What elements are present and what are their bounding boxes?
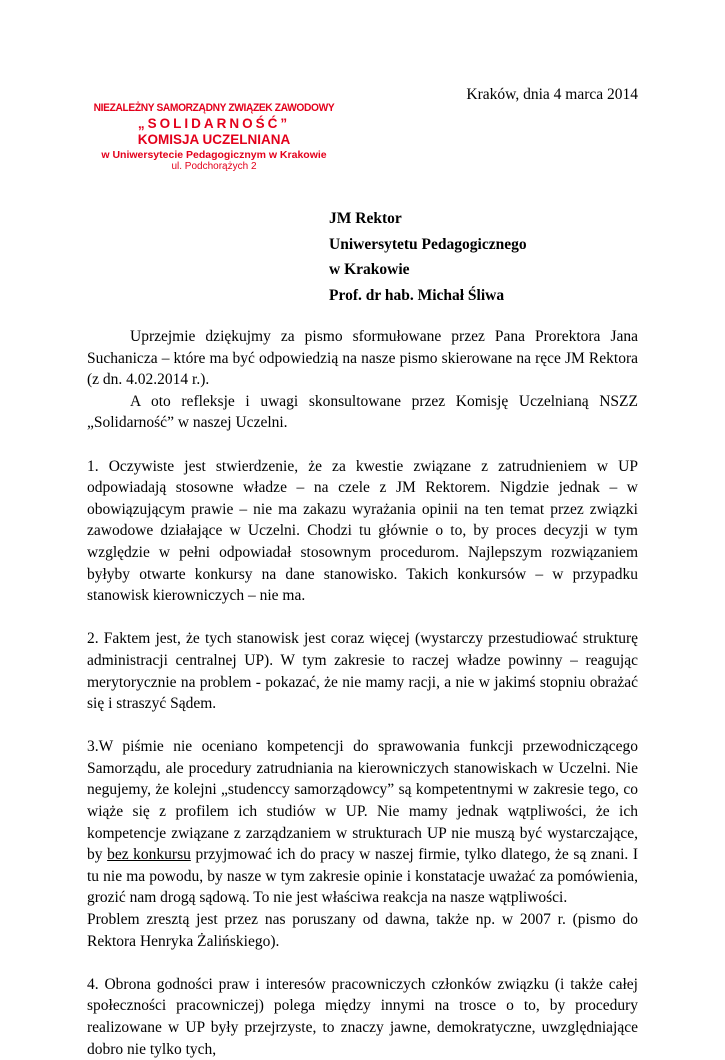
- addressee-title: JM Rektor: [329, 210, 402, 227]
- letterhead-commission: KOMISJA UCZELNIANA: [137, 132, 291, 148]
- paragraph-point-3-part-b: przyjmować ich do pracy w naszej firmie, tylko dlatego, że są znani. I tu nie ma powodu, by nasze w tym zakresie opinie i konstatacje uważać za pomówienia, grozić nam drogą sądową. To nie jest właściwa reakcja na nasze wątpliwości.: [87, 846, 639, 907]
- addressee-block: [329, 206, 527, 308]
- paragraph-history: Problem zresztą jest przez nas poruszany od dawna, także np. w 2007 r. (pismo do Rektora Henryka Żalińskiego).: [87, 911, 638, 950]
- addressee-name: Prof. dr hab. Michał Śliwa: [329, 286, 505, 304]
- letterhead-solidarnosc: „SOLIDARNOŚĆ”: [137, 116, 291, 132]
- paragraph-point-2: 2. Faktem jest, że tych stanowisk jest coraz więcej (wystarczy przestudiować strukturę administracji centralnej UP). W tym zakresie to raczej władze powinny – reagując merytorycznie na problem - pokazać, że nie mamy racji, a nie w jakimś stopniu obrażać się i straszyć Sądem.: [87, 630, 638, 713]
- letterhead-university: w Uniwersytecie Pedagogicznym w Krakowie: [101, 148, 327, 161]
- underlined-phrase: bez konkursu: [107, 846, 191, 864]
- letter-body: [87, 326, 638, 1060]
- addressee-city: w Krakowie: [329, 261, 410, 278]
- paragraph-point-3-part-a: 3.W piśmie nie oceniano kompetencji do sprawowania funkcji przewodniczącego Samorządu, ale procedury zatrudniania na kierowniczych stanowiskach w Uczelni. Nie negujemy, że kolejni „studenccy samorządowcy” są kompetentnymi w zakresie tego, co wiąże się z profilem ich studiów w UP. Nie mamy jednak wątpliwości, że ich kompetencje związane z zarządzaniem w strukturach UP nie muszą być wystarczające, by: [87, 738, 638, 864]
- addressee-university: Uniwersytetu Pedagogicznego: [329, 235, 527, 253]
- paragraph-thanks: Uprzejmie dziękujmy za pismo sformułowane przez Pana Prorektora Jana Suchanicza – które ma być odpowiedzią na nasze pismo skierowane na ręce JM Rektora (z dn. 4.02.2014 r.).: [87, 328, 638, 389]
- union-letterhead: [84, 102, 344, 173]
- letterhead-address: ul. Podchorążych 2: [171, 161, 257, 173]
- letter-date: Kraków, dnia 4 marca 2014: [466, 86, 638, 103]
- letterhead-union-name: NIEZALEŻNY SAMORZĄDNY ZWIĄZEK ZAWODOWY: [93, 102, 335, 114]
- paragraph-point-4: 4. Obrona godności praw i interesów pracowniczych członków związku (i także całej społeczności pracowniczej) polega między innymi na trosce o to, by procedury realizowane w UP były przejrzyste, to znaczy jawne, demokratyczne, uwzględniające dobro nie tylko tych,: [87, 975, 638, 1058]
- paragraph-intro: A oto refleksje i uwagi skonsultowane przez Komisję Uczelnianą NSZZ „Solidarność” w naszej Uczelni.: [87, 392, 638, 432]
- paragraph-point-1: 1. Oczywiste jest stwierdzenie, że za kwestie związane z zatrudnieniem w UP odpowiadają stosowne władze – na czele z JM Rektorem. Nigdzie jednak – w obowiązującym prawie – nie ma zakazu wyrażania opinii na ten temat przez związki zawodowe działające w Uczelni. Chodzi tu głównie o to, by proces decyzji w tym względzie w pełni odpowiadał stosownym procedurom. Najlepszym rozwiązaniem byłyby otwarte konkursy na dane stanowisko. Takich konkursów – w przypadku stanowisk kierowniczych – nie ma.: [87, 457, 638, 605]
- paragraph-point-3: [87, 736, 638, 909]
